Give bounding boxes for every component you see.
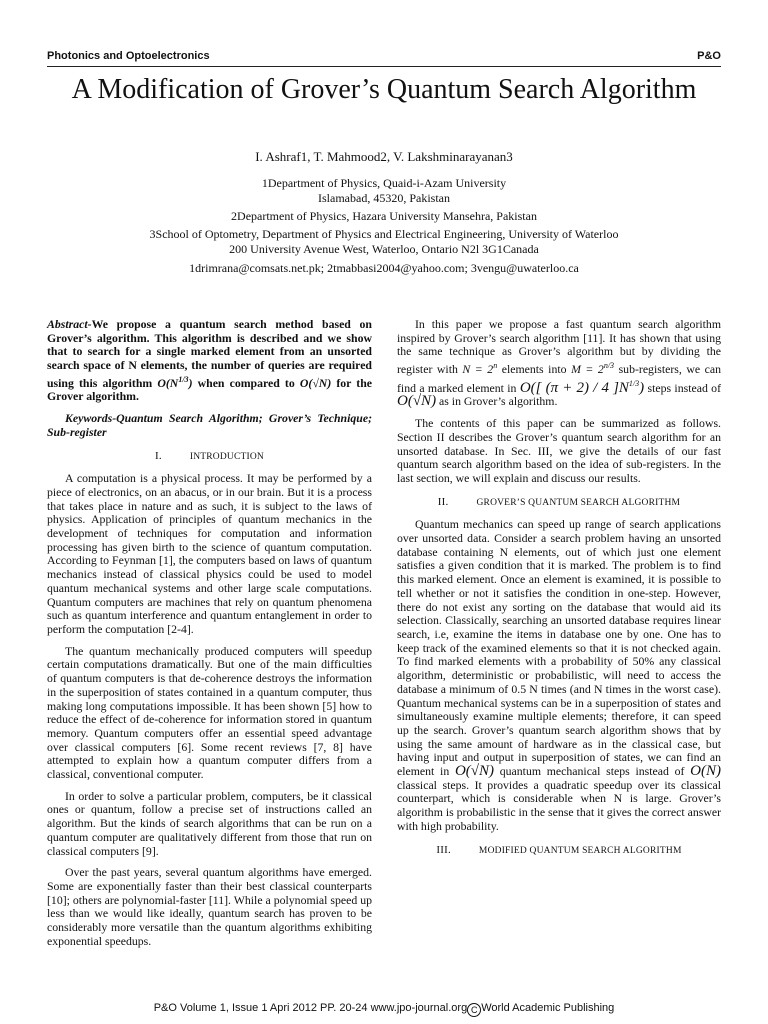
paragraph: In order to solve a particular problem, computers, be it classical ones or quantum, follow a precise set of instructions called an algorithm. But the kinds of search algorithms that can be run on a quantum computer are qualitatively different from those that run on classical computers [9]. (47, 788, 372, 858)
paragraph: Quantum mechanics can speed up range of search applications over unsorted data. Consider a search problem having an unsorted database containing N elements, out of which just one element satisfies a given condition that it is marked. The problem is to find this marked element. Once an element is examined, it is possible to tell whether or not it satisfies the condition in one-step. However, there do not exist any sorting on the database that would aid its selection. Classically, searching an unsorted database requires linear search, i.e, examine the items in database one by one. One has to keep track of the examined elements so that it is not checked again. To find marked elements with a probability of 50% any classical algorithm, deterministic or probabilistic, will need to access the database a minimum of 0.5 N times (and N times in the worst case). Quantum mechanical systems can be in a superposition of states and simultaneously examine multiple elements; therefore, it can speed up the search. Grover’s quantum search algorithm shows that by using the same amount of hardware as in the classical case, but having input and output in superposition of states, we can find an element in O(√N) quantum mechanical steps instead of O(N) classical steps. It provides a quadratic speedup over its classical counterpart, which is considerable when N is large. Grover’s algorithm is probabilistic in the sense that it gives the correct answer with high probability. (397, 517, 721, 833)
header-rule (47, 66, 721, 67)
authors: I. Ashraf1, T. Mahmood2, V. Lakshminarayanan3 (255, 149, 513, 164)
affiliation-2: 2Department of Physics, Hazara University Mansehra, Pakistan (231, 209, 537, 223)
abstract: Abstract-We propose a quantum search method based on Grover’s algorithm. This algorithm is described and we show that to search for a single marked element from an unsorted search space of N elements, the number of queries are required using this algorithm $O(N^{1/3})$ when compared to O(√N) for the Grover algorithm. (47, 317, 373, 404)
section-heading-modified: III. MODIFIED QUANTUM SEARCH ALGORITHM (436, 843, 682, 856)
keywords: Keywords-Quantum Search Algorithm; Grover’s Technique; Sub-register (47, 411, 372, 439)
affiliation-3: 3School of Optometry, Department of Physics and Electrical Engineering, University of Waterloo 200 University Avenue West, Waterloo, Ontario N2l 3G1Canada (149, 227, 619, 256)
paragraph: A computation is a physical process. It may be performed by a piece of electronics, on an abacus, or in our brain. But it is a process that takes place in nature and as such, it is subject to the laws of physics. Application of principles of quantum mechanics in the development of techniques for computation and information processing has given birth to the science of quantum computation. According to Feynman [1], the computers based on laws of quantum mechanics instead of classical physics could be used to model quantum mechanical systems and other large scale computations. Quantum computers are machines that rely on quantum phenomena such as quantum interference and quantum entanglement in order to perform the computation [2-4]. (47, 471, 372, 636)
author-emails: 1drimrana@comsats.net.pk; 2tmabbasi2004@yahoo.com; 3vengu@uwaterloo.ca (189, 261, 579, 275)
affiliation-1: 1Department of Physics, Quaid-i-Azam University Islamabad, 45320, Pakistan (261, 176, 507, 205)
journal-abbrev: P&O (697, 50, 721, 62)
left-column (47, 318, 372, 956)
paragraph: In this paper we propose a fast quantum search algorithm inspired by Grover’s search algorithm [11]. It has shown that using the same technique as Grover’s algorithm but by dividing the register with $N = 2^n$ elements into $M = 2^{n/3}$ sub-registers, we can find a marked element in O([ (π + 2) / 4 ]$N^{1/3}$) steps instead of O(√N) as in Grover’s algorithm. (397, 317, 722, 410)
section-heading-grover: II. GROVER’S QUANTUM SEARCH ALGORITHM (437, 495, 681, 508)
page-footer: P&O Volume 1, Issue 1 Apri 2012 PP. 20-24 www.jpo-journal.org C World Academic Publishing (153, 1002, 615, 1015)
copyright-icon: C (467, 1003, 481, 1017)
section-heading-introduction: I. INTRODUCTION (155, 449, 264, 462)
paragraph: Over the past years, several quantum algorithms have emerged. Some are exponentially faster than their best classical counterparts [10]; others are polynomial-faster [11]. While a polynomial speed up less than we would like ideally, quantum search has proven to be considerably more versatile than the quantum algorithms exhibiting exponential speedups. (47, 865, 372, 948)
right-column (397, 318, 721, 866)
paragraph: The contents of this paper can be summarized as follows. Section II describes the Grover’s quantum search algorithm for an unsorted database. In Sec. III, we give the details of our fast quantum search algorithm based on the idea of sub-registers. In the last section, we will explain and discuss our results. (397, 416, 721, 485)
paragraph: The quantum mechanically produced computers will speedup certain computations dramatically. But one of the main difficulties of quantum computers is that de-coherence destroys the information in the superposition of states contained in a quantum computer, thus making long computations impossible. It has been shown [5] how to reduce the effect of de-coherence for information stored in quantum memory. Quantum computers offer an essential speed advantage over classical computers [6]. Some recent reviews [7, 8] have attempted to explain how a quantum computer differs from a classical, conventional computer. (47, 643, 372, 782)
paper-title: A Modification of Grover’s Quantum Search Algorithm (71, 74, 697, 105)
journal-name: Photonics and Optoelectronics (47, 50, 210, 62)
